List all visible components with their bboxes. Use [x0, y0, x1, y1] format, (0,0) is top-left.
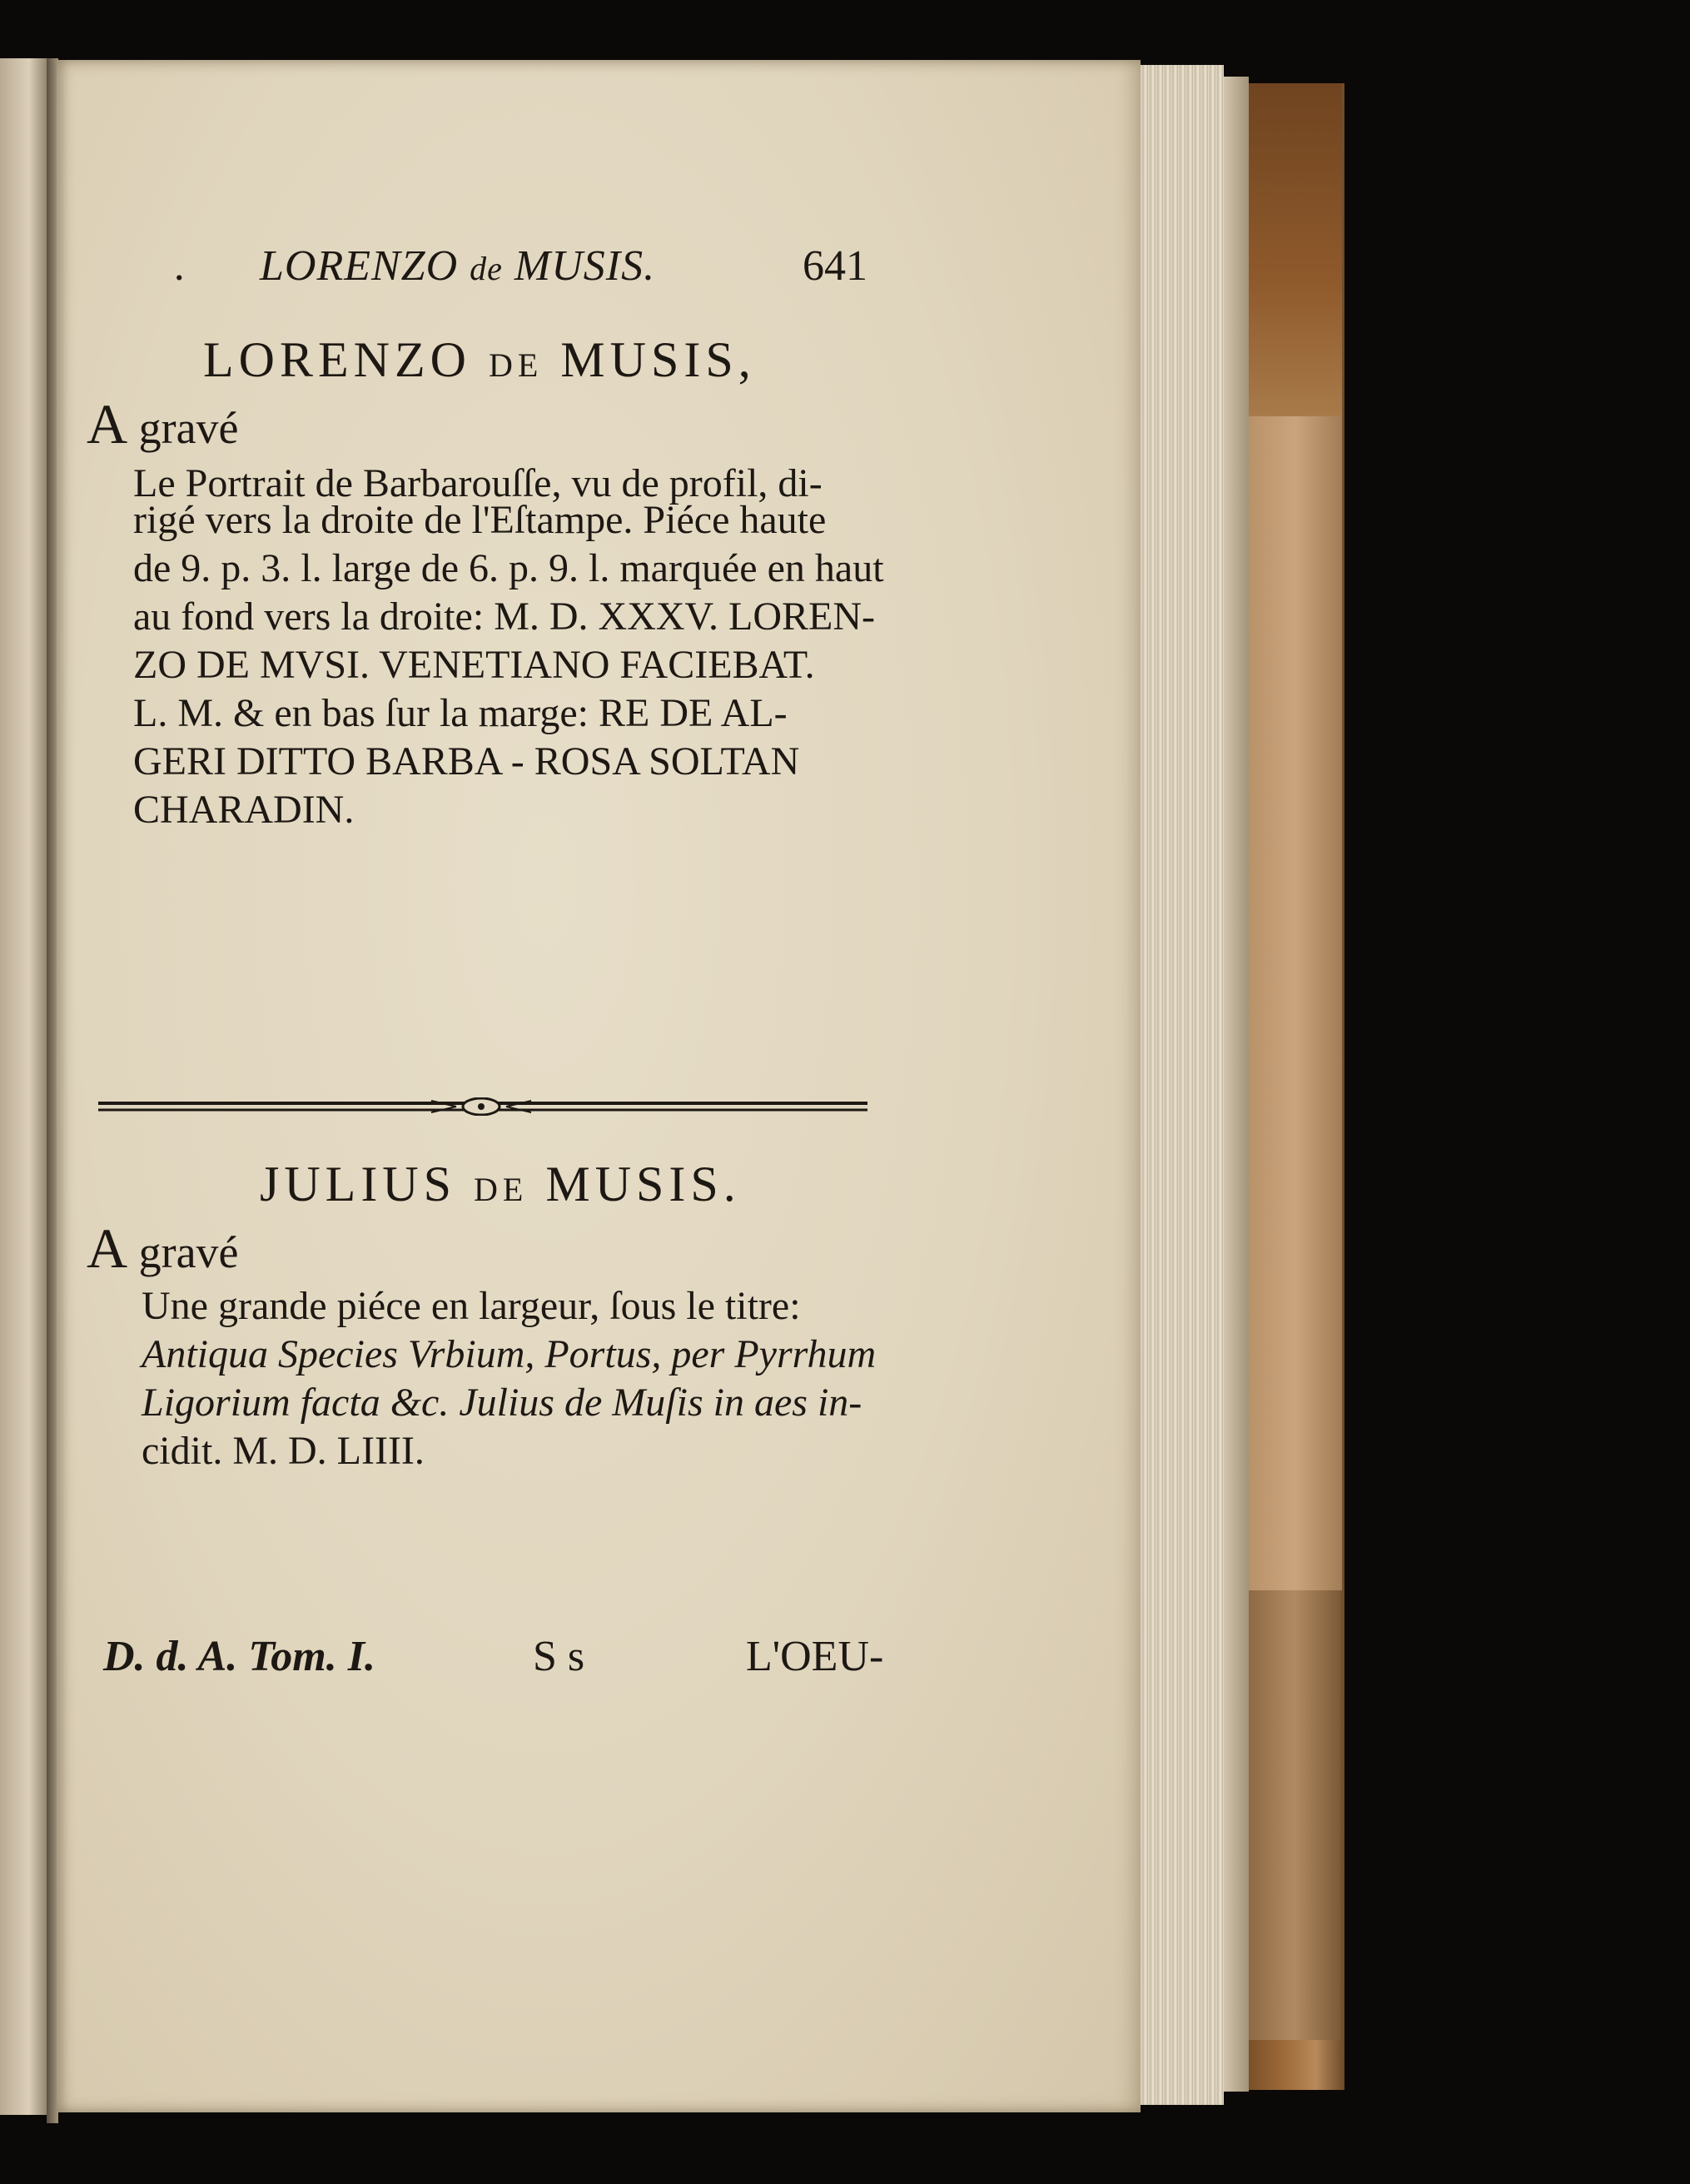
- cover-board: [1224, 77, 1249, 2092]
- running-header-title: [260, 241, 655, 291]
- catchword: L'OEU-: [746, 1633, 884, 1680]
- entry-line: rigé vers la droite de l'Eſtampe. Piéce haute: [133, 498, 827, 542]
- running-header-lorenzo: LORENZO: [260, 242, 459, 290]
- entry-line: Une grande piéce en largeur, ſous le titre:: [142, 1284, 801, 1328]
- engraved-word: gravé: [138, 403, 239, 453]
- running-header-musis: MUSIS.: [514, 242, 656, 290]
- previous-page-edge: [0, 58, 48, 2115]
- engraved-word: gravé: [138, 1227, 239, 1277]
- heading-particle: DE: [488, 346, 544, 384]
- entry-line: cidit. M. D. LIIII.: [142, 1429, 425, 1473]
- heading-first-name: JULIUS: [260, 1157, 457, 1211]
- page-edges: [1141, 65, 1224, 2105]
- engraved-label-1: [87, 391, 239, 457]
- page-number: 641: [803, 242, 867, 290]
- running-header-marker: .: [175, 242, 186, 290]
- entry-line: L. M. & en bas ſur la marge: RE DE AL-: [133, 691, 788, 735]
- heading-particle: DE: [474, 1171, 529, 1208]
- decorative-rule: [98, 1097, 867, 1116]
- section-heading-lorenzo: [203, 331, 756, 389]
- heading-surname: MUSIS.: [545, 1157, 741, 1211]
- engraved-initial: A: [87, 1216, 128, 1280]
- entry-line: GERI DITTO BARBA - ROSA SOLTAN: [133, 739, 800, 784]
- section-heading-julius: [260, 1156, 741, 1213]
- spine-leather-lower: [1249, 1590, 1340, 2040]
- running-header-de: de: [470, 250, 503, 287]
- spine-worn-panel: [1249, 416, 1342, 1590]
- engraved-initial: A: [87, 392, 128, 455]
- entry-line: CHARADIN.: [133, 788, 355, 832]
- entry-line: ZO DE MVSI. VENETIANO FACIEBAT.: [133, 643, 815, 687]
- heading-surname: MUSIS,: [560, 332, 756, 387]
- entry-line: Antiqua Species Vrbium, Portus, per Pyrrhum: [142, 1332, 877, 1376]
- entry-line: Ligorium facta &c. Julius de Muſis in aes in-: [142, 1381, 862, 1425]
- text-line: Le Portrait de Barbarouſſe, vu de profil, di-: [133, 461, 823, 505]
- entry-line: de 9. p. 3. l. large de 6. p. 9. l. marquée en haut: [133, 546, 884, 590]
- spine-leather-top: [1249, 83, 1342, 416]
- heading-first-name: LORENZO: [203, 332, 471, 387]
- entry-line: au fond vers la droite: M. D. XXXV. LOREN-: [133, 595, 875, 639]
- signature-mark: S s: [533, 1633, 585, 1680]
- signature-line: D. d. A. Tom. I.: [103, 1633, 375, 1680]
- engraved-label-2: [87, 1216, 239, 1281]
